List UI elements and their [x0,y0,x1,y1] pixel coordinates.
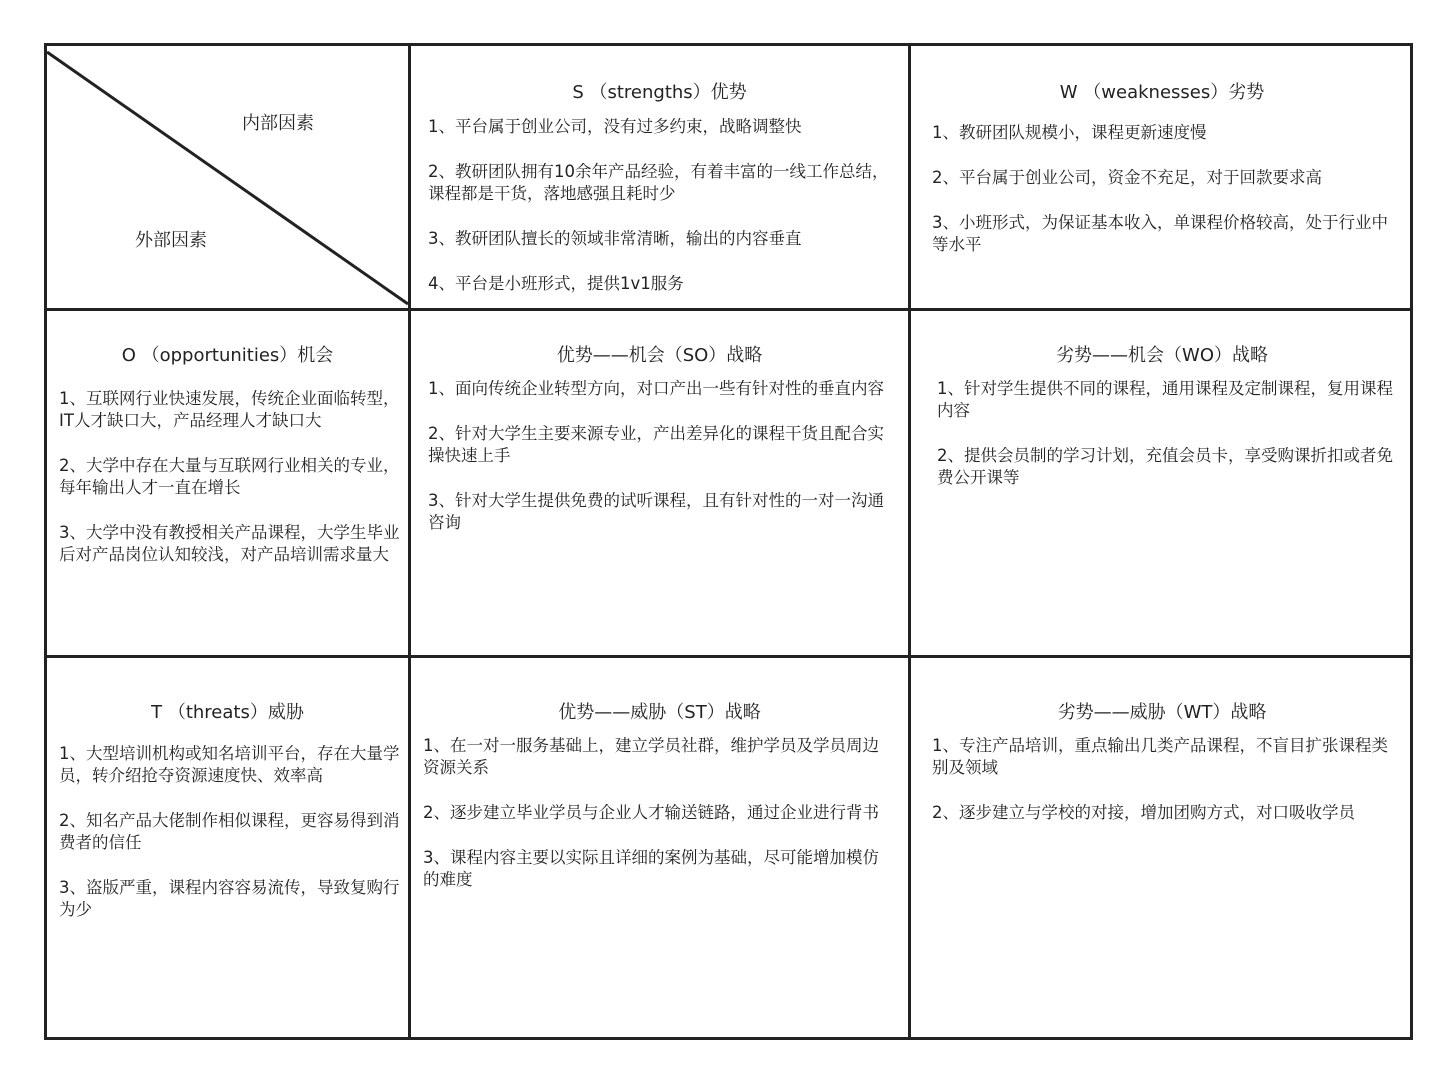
corner-cell [47,46,408,308]
list-item: 3、盗版严重，课程内容容易流传，导致复购行为少 [59,878,400,919]
opportunities-title: O （opportunities）机会 [121,345,334,366]
st-strategy-list [423,735,888,914]
so-strategy-list [428,378,894,557]
strengths-title: S （strengths）优势 [572,82,747,103]
list-item: 2、逐步建立毕业学员与企业人才输送链路，通过企业进行背书 [423,803,879,822]
st-strategy-title: 优势——威胁（ST）战略 [558,702,761,723]
weaknesses-title: W （weaknesses）劣势 [1059,82,1265,103]
external-factors-label: 外部因素 [135,230,207,251]
wo-strategy-title: 劣势——机会（WO）战略 [1056,345,1268,366]
list-item: 2、教研团队拥有10余年产品经验，有着丰富的一线工作总结，课程都是干货，落地感强且耗时少 [428,162,889,203]
threats-cell [47,658,408,1040]
list-item: 1、大型培训机构或知名培训平台，存在大量学员，转介绍抢夺资源速度快、效率高 [59,744,400,785]
list-item: 3、小班形式，为保证基本收入，单课程价格较高，处于行业中等水平 [932,213,1388,254]
diagonal-divider [47,46,408,308]
swot-matrix [44,43,1413,1040]
st-strategy-cell [411,658,908,1040]
wo-strategy-list [937,378,1399,512]
list-item: 3、课程内容主要以实际且详细的案例为基础，尽可能增加模仿的难度 [423,848,879,889]
list-item: 3、针对大学生提供免费的试听课程，且有针对性的一对一沟通咨询 [428,491,884,532]
list-item: 3、大学中没有教授相关产品课程，大学生毕业后对产品岗位认知较浅，对产品培训需求量大 [59,523,400,564]
opportunities-cell [47,311,408,655]
list-item: 1、针对学生提供不同的课程，通用课程及定制课程，复用课程内容 [937,379,1393,420]
list-item: 2、大学中存在大量与互联网行业相关的专业，每年输出人才一直在增长 [59,456,400,497]
list-item: 2、平台属于创业公司，资金不充足，对于回款要求高 [932,168,1322,187]
threats-list [59,743,402,944]
list-item: 2、针对大学生主要来源专业，产出差异化的课程干货且配合实操快速上手 [428,424,884,465]
so-strategy-title: 优势——机会（SO）战略 [556,345,763,366]
strengths-cell [411,46,908,308]
wt-strategy-title: 劣势——威胁（WT）战略 [1057,702,1267,723]
wt-strategy-cell [911,658,1413,1040]
wt-strategy-list [932,735,1399,847]
list-item: 2、提供会员制的学习计划，充值会员卡，享受购课折扣或者免费公开课等 [937,446,1393,487]
strengths-list [428,116,894,318]
list-item: 1、在一对一服务基础上，建立学员社群，维护学员及学员周边资源关系 [423,736,879,777]
opportunities-list [59,388,404,589]
list-item: 2、知名产品大佬制作相似课程，更容易得到消费者的信任 [59,811,400,852]
weaknesses-list [932,122,1399,279]
threats-title: T （threats）威胁 [151,702,304,723]
list-item: 3、教研团队擅长的领域非常清晰，输出的内容垂直 [428,229,802,248]
so-strategy-cell [411,311,908,655]
list-item: 4、平台是小班形式，提供1v1服务 [428,274,684,293]
list-item: 1、教研团队规模小，课程更新速度慢 [932,123,1207,142]
weaknesses-cell [911,46,1413,308]
wo-strategy-cell [911,311,1413,655]
list-item: 1、互联网行业快速发展，传统企业面临转型，IT人才缺口大，产品经理人才缺口大 [59,389,400,430]
internal-factors-label: 内部因素 [242,113,314,134]
list-item: 1、专注产品培训，重点输出几类产品课程，不盲目扩张课程类别及领域 [932,736,1388,777]
list-item: 1、面向传统企业转型方向，对口产出一些有针对性的垂直内容 [428,379,884,398]
list-item: 2、逐步建立与学校的对接，增加团购方式，对口吸收学员 [932,803,1355,822]
list-item: 1、平台属于创业公司，没有过多约束，战略调整快 [428,117,802,136]
